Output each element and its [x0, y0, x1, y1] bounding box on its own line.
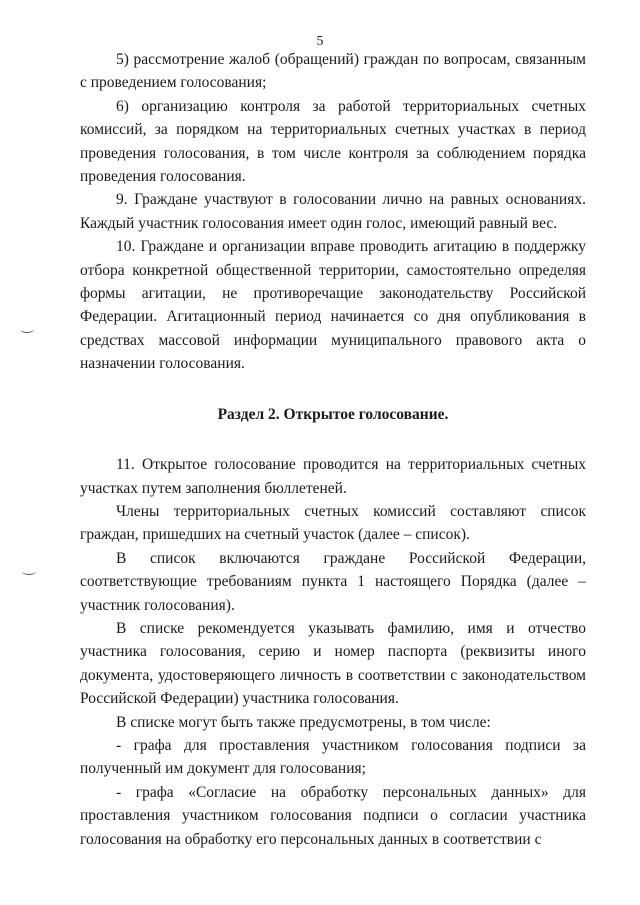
- paragraph-list-optional: В списке могут быть также предусмотрены, в том числе:: [116, 713, 491, 731]
- paragraph-clause-10: 10. Граждане и организации вправе проводить агитацию в поддержку отбора конкретной общественной территории, самостоятельно определяя формы агитации, не противоречащие законодательству Российской Федерации. Агитационный период начинается со дня опубликования в средствах массовой информации муниципального правового акта о назначении голосования.: [80, 238, 586, 373]
- paragraph-clause-11: 11. Открытое голосование проводится на территориальных счетных участках путем заполнения бюллетеней.: [80, 456, 586, 497]
- paragraph-clause-9: 9. Граждане участвуют в голосовании лично на равных основаниях. Каждый участник голосования имеет один голос, имеющий равный вес.: [80, 191, 586, 232]
- scan-artifact-mark: [22, 568, 36, 575]
- paragraph-list-inclusion: В список включаются граждане Российской Федерации, соответствующие требованиям пункта 1 настоящего Порядка (далее – участник голосования).: [80, 549, 586, 614]
- scan-artifact-mark: [20, 326, 34, 333]
- paragraph-list-fields: В списке рекомендуется указывать фамилию, имя и отчество участника голосования, серию и номер паспорта (реквизиты иного документа, удостоверяющего личность в соответствии с законодательством Российской Федерации) участника голосования.: [80, 619, 586, 708]
- page-number: 5: [316, 34, 324, 49]
- document-body: [80, 48, 586, 851]
- section-heading: Раздел 2. Открытое голосование.: [217, 405, 449, 423]
- paragraph-list-compilation: Члены территориальных счетных комиссий составляют список граждан, пришедших на счетный участок (далее – список).: [80, 502, 586, 544]
- list-item-signature-column: - графа для проставления участником голосования подписи за полученный им документ для голосования;: [80, 736, 586, 778]
- paragraph-item-6: 6) организацию контроля за работой территориальных счетных комиссий, за порядком на территориальных счетных участках в период проведения голосования, в том числе контроля за соблюдением порядка проведения голосования.: [80, 97, 586, 186]
- paragraph-item-5: 5) рассмотрение жалоб (обращений) граждан по вопросам, связанным с проведением голосования;: [80, 51, 586, 92]
- list-item-consent-column: - графа «Согласие на обработку персональных данных» для проставления участником голосования подписи о согласии участника голосования на обработку его персональных данных в соответствии с: [80, 783, 586, 848]
